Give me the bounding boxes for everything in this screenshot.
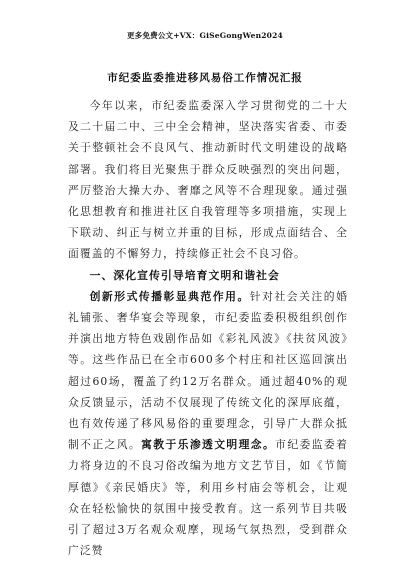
- paragraph-2-text-b: 市纪委监委着力将身边的不良习俗改编为地方文艺节目，如《节简厚德》《亲民婚庆》等，利用乡村庙会等机会，让观众在轻松愉快的氛围中接受教育。这一系列节目共吸引了超过3万名观众观摩，现场气氛热烈，受到群众广泛赞: [68, 438, 348, 558]
- paragraph-2: [68, 286, 348, 562]
- document-body: [68, 95, 348, 561]
- intro-paragraph: 今年以来，市纪委监委深入学习贯彻党的二十大及二十届二中、三中全会精神，坚决落实省委、市委关于整顿社会不良风气、推动新时代文明建设的战略部署。我们将目光聚焦于群众反映强烈的突出问题，严厉整治大操大办、奢靡之风等不合理现象。通过强化思想教育和推进社区自我管理等多项措施，实现上下联动、纠正与树立并重的目标，形成点面结合、全面覆盖的不懈努力，持续修正社会不良习俗。: [68, 99, 348, 261]
- document-title: 市纪委监委推进移风易俗工作情况汇报: [107, 72, 303, 84]
- paragraph-2-lead-2: 寓教于乐渗透文明理念。: [141, 438, 276, 452]
- paragraph-2-text-a: 针对社会关注的婚礼铺张、奢华宴会等现象，市纪委监委积极组织创作并演出地方特色戏剧作品如《彩礼风波》《扶贫风波》等。这些作品已在全市600多个村庄和社区巡回演出超过60场，覆盖了约12万名群众。通过超40%的观众反馈显示，活动不仅展现了传统文化的深厚底蕴，也有效传递了移风易俗的重要理念，引导广大群众抵制不正之风。: [68, 289, 348, 452]
- paragraph-2-lead: 创新形式传播彰显典范作用。: [89, 289, 250, 303]
- section-heading-1: 一、深化宣传引导培育文明和谐社会: [89, 268, 280, 282]
- header-note: 更多免费公文+VX：GiSeGongWen2024: [127, 31, 283, 40]
